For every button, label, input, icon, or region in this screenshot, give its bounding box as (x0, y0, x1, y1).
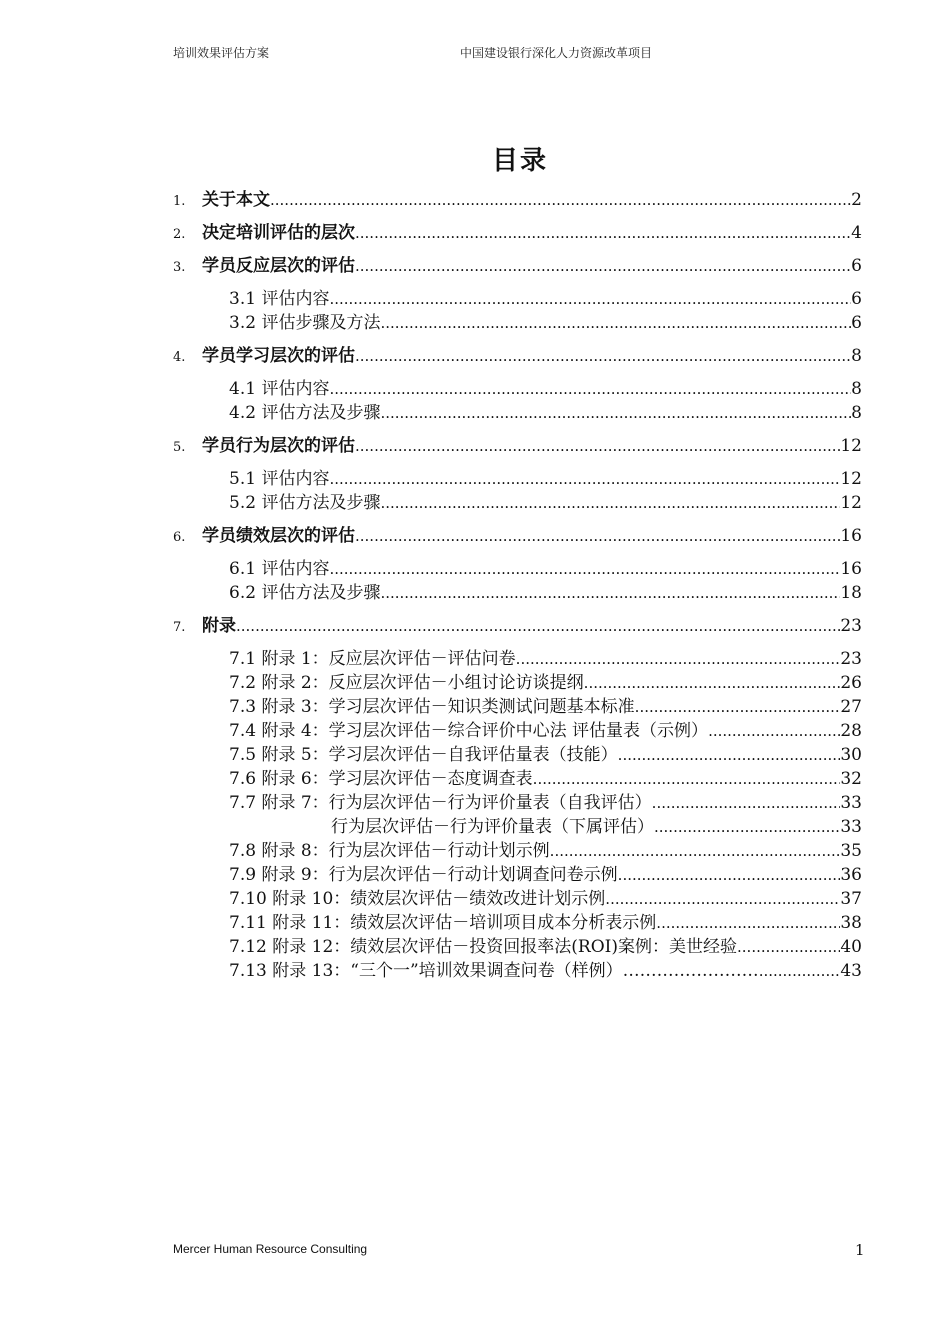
toc-entry-page: 8 (851, 379, 862, 399)
page-header-left: 培训效果评估方案 (173, 46, 270, 60)
toc-entry-page: 6 (851, 256, 862, 276)
toc-entry-subsection[interactable] (229, 554, 862, 579)
toc-leader-dots (635, 698, 841, 716)
toc-leader-dots (708, 722, 840, 740)
toc-leader-dots (533, 770, 841, 788)
toc-entry-subsection[interactable] (229, 488, 862, 513)
toc-entry-page: 37 (840, 889, 862, 909)
toc-entry-subsection[interactable] (229, 668, 862, 693)
toc-entry-title: 5.1 评估内容 (229, 469, 330, 489)
toc-entry-section[interactable] (173, 185, 862, 210)
toc-entry-page: 23 (840, 649, 862, 669)
toc-entry-title: 7.3 附录 3：学习层次评估－知识类测试问题基本标准 (229, 697, 635, 717)
toc-entry-page: 8 (851, 346, 862, 366)
toc-entry-subsection[interactable] (229, 764, 862, 789)
toc-entry-subsection[interactable] (229, 578, 862, 603)
toc-entry-subsection[interactable] (229, 812, 862, 837)
toc-entry-title: 7.12 附录 12：绩效层次评估－投资回报率法(ROI)案例：美世经验 (229, 937, 738, 957)
toc-entry-title: 学员学习层次的评估 (202, 346, 355, 366)
toc-entry-section[interactable] (173, 521, 862, 546)
toc-entry-title: 附录 (202, 616, 236, 636)
footer-company: Mercer Human Resource Consulting (173, 1242, 368, 1256)
toc-entry-page: 12 (840, 469, 862, 489)
toc-entry-page: 4 (851, 223, 862, 243)
toc-entry-subsection[interactable] (229, 692, 862, 717)
toc-leader-dots (329, 560, 840, 578)
toc-entry-title: 7.2 附录 2：反应层次评估－小组讨论访谈提纲 (229, 673, 584, 693)
toc-entry-title: 7.7 附录 7：行为层次评估－行为评价量表（自我评估） (229, 793, 652, 813)
toc-entry-subsection[interactable] (229, 308, 862, 333)
toc-leader-dots (618, 866, 841, 884)
toc-leader-dots (380, 314, 851, 332)
footer-page-number: 1 (855, 1241, 865, 1259)
toc-leader-dots (652, 794, 841, 812)
toc-entry-number: 2. (173, 227, 186, 242)
toc-leader-dots (380, 584, 840, 602)
toc-entry-title: 6.1 评估内容 (229, 559, 330, 579)
toc-entry-page: 36 (840, 865, 862, 885)
toc-entry-page: 28 (840, 721, 862, 741)
toc-entry-subsection[interactable] (229, 956, 862, 981)
toc-entry-section[interactable] (173, 431, 862, 456)
toc-leader-dots (329, 470, 840, 488)
toc-entry-subsection[interactable] (229, 284, 862, 309)
toc-entry-title: 关于本文 (202, 190, 270, 210)
toc-entry-title: 7.9 附录 9：行为层次评估－行动计划调查问卷示例 (229, 865, 618, 885)
toc-entry-page: 26 (840, 673, 862, 693)
toc-leader-dots (355, 437, 840, 455)
toc-entry-title: 3.1 评估内容 (229, 289, 330, 309)
toc-entry-subsection[interactable] (229, 398, 862, 423)
toc-entry-page: 18 (840, 583, 862, 603)
toc-entry-subsection[interactable] (229, 860, 862, 885)
toc-entry-section[interactable] (173, 251, 862, 276)
toc-entry-title: 行为层次评估－行为评价量表（下属评估） (229, 817, 654, 837)
toc-leader-dots (654, 818, 840, 836)
toc-leader-dots (656, 914, 840, 932)
toc-leader-dots (516, 650, 841, 668)
toc-entry-number: 7. (173, 620, 186, 635)
toc-entry-page: 16 (840, 526, 862, 546)
toc-entry-page: 16 (840, 559, 862, 579)
toc-leader-dots (380, 494, 840, 512)
toc-entry-page: 33 (840, 817, 862, 837)
toc-entry-page: 8 (851, 403, 862, 423)
toc-entry-page: 12 (840, 436, 862, 456)
toc-leader-dots (355, 527, 840, 545)
toc-entry-title: 4.1 评估内容 (229, 379, 330, 399)
toc-leader-dots (550, 842, 841, 860)
toc-entry-title: 3.2 评估步骤及方法 (229, 313, 381, 333)
toc-entry-subsection[interactable] (229, 932, 862, 957)
toc-entry-title: 7.8 附录 8：行为层次评估－行动计划示例 (229, 841, 550, 861)
toc-entry-title: 4.2 评估方法及步骤 (229, 403, 381, 423)
toc-entry-subsection[interactable] (229, 740, 862, 765)
toc-entry-title: 7.1 附录 1：反应层次评估－评估问卷 (229, 649, 516, 669)
toc-entry-subsection[interactable] (229, 644, 862, 669)
toc-entry-title: 7.10 附录 10：绩效层次评估－绩效改进计划示例 (229, 889, 606, 909)
toc-entry-subsection[interactable] (229, 788, 862, 813)
toc-leader-dots (270, 191, 851, 209)
toc-entry-title: 学员绩效层次的评估 (202, 526, 355, 546)
toc-entry-number: 4. (173, 350, 186, 365)
toc-leader-dots (759, 962, 841, 980)
toc-entry-title: 7.4 附录 4：学习层次评估－综合评价中心法 评估量表（示例） (229, 721, 709, 741)
toc-entry-page: 35 (840, 841, 862, 861)
toc-entry-page: 6 (851, 289, 862, 309)
toc-entry-section[interactable] (173, 611, 862, 636)
toc-entry-page: 6 (851, 313, 862, 333)
toc-leader-dots (584, 674, 841, 692)
toc-entry-title: 7.5 附录 5：学习层次评估－自我评估量表（技能） (229, 745, 618, 765)
toc-entry-title: 5.2 评估方法及步骤 (229, 493, 381, 513)
toc-entry-page: 43 (840, 961, 862, 981)
toc-leader-dots (236, 617, 840, 635)
toc-entry-title: 6.2 评估方法及步骤 (229, 583, 381, 603)
toc-leader-dots (355, 347, 851, 365)
toc-entry-section[interactable] (173, 341, 862, 366)
toc-leader-dots (329, 380, 851, 398)
toc-leader-dots (380, 404, 851, 422)
toc-entry-title: 学员行为层次的评估 (202, 436, 355, 456)
toc-leader-dots (329, 290, 851, 308)
toc-entry-title: 7.13 附录 13：“三个一”培训效果调查问卷（样例）…………………… (229, 961, 759, 981)
toc-entry-title: 7.11 附录 11：绩效层次评估－培训项目成本分析表示例 (229, 913, 657, 933)
toc-leader-dots (355, 224, 851, 242)
toc-entry-subsection[interactable] (229, 884, 862, 909)
toc-entry-number: 6. (173, 530, 186, 545)
toc-leader-dots (355, 257, 851, 275)
toc-entry-section[interactable] (173, 218, 862, 243)
toc-entry-subsection[interactable] (229, 836, 862, 861)
toc-leader-dots (605, 890, 840, 908)
toc-entry-page: 12 (840, 493, 862, 513)
toc-entry-subsection[interactable] (229, 908, 862, 933)
toc-entry-page: 32 (840, 769, 862, 789)
toc-entry-page: 30 (840, 745, 862, 765)
toc-entry-page: 2 (851, 190, 862, 210)
toc-entry-page: 33 (840, 793, 862, 813)
toc-entry-number: 5. (173, 440, 186, 455)
toc-entry-subsection[interactable] (229, 374, 862, 399)
toc-entry-subsection[interactable] (229, 464, 862, 489)
toc-leader-dots (737, 938, 840, 956)
toc-entry-number: 3. (173, 260, 186, 275)
toc-entry-page: 23 (840, 616, 862, 636)
toc-leader-dots (618, 746, 841, 764)
toc-entry-title: 决定培训评估的层次 (202, 223, 355, 243)
toc-entry-page: 38 (840, 913, 862, 933)
toc-title: 目录 (491, 146, 548, 176)
toc-entry-number: 1. (173, 194, 186, 209)
page-header-right: 中国建设银行深化人力资源改革项目 (460, 46, 653, 60)
toc-entry-title: 学员反应层次的评估 (202, 256, 355, 276)
toc-entry-page: 27 (840, 697, 862, 717)
toc-entry-title: 7.6 附录 6：学习层次评估－态度调查表 (229, 769, 533, 789)
toc-entry-page: 40 (840, 937, 862, 957)
toc-entry-subsection[interactable] (229, 716, 862, 741)
